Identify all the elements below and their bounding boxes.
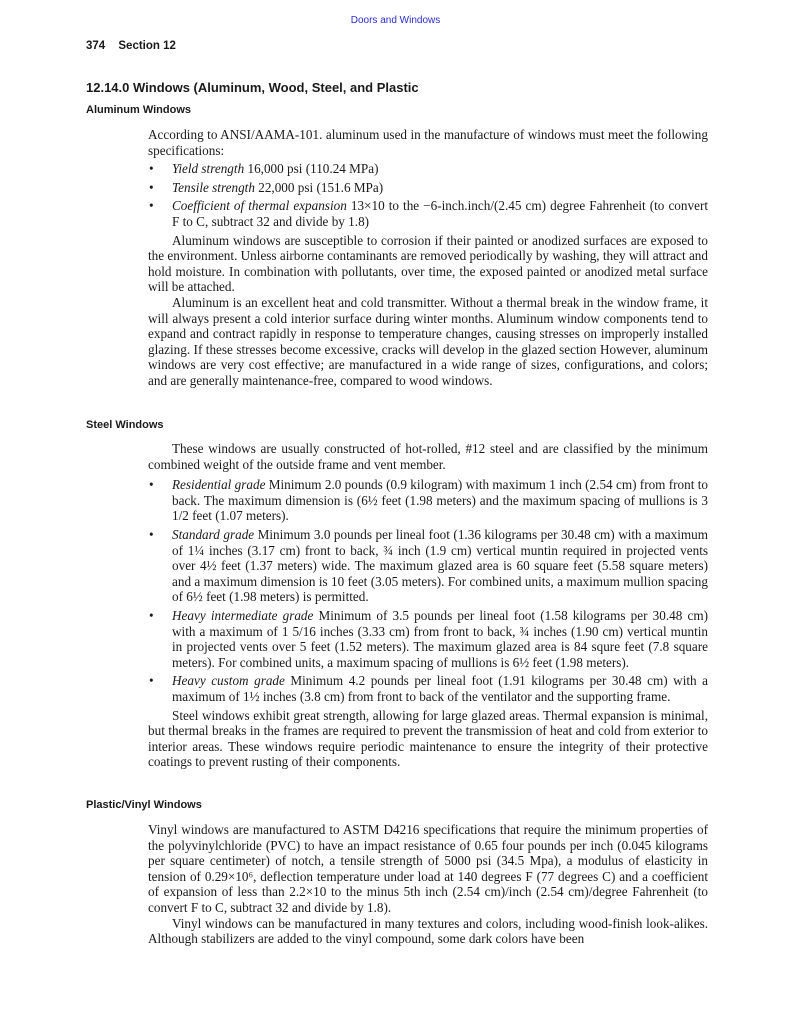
spec-text: 16,000 psi (110.24 MPa) [244, 161, 379, 177]
grade-item [148, 673, 708, 704]
grade-text: Minimum 3.0 pounds per lineal foot (1.36 kilograms per 30.48 cm) with a maximum of 1¼ inches (3.17 cm) front to back, ¾ inch (1.9 cm) vertical muntin required in projected vents over 4½ feet (1.37 meters) wide. The maximum glazed area is 60 square feet (5.58 square meters) and a maximum dimension is 10 feet (3.05 meters). For combined units, a maximum mullion spacing of 6½ feet (1.98 meters) is permitted. [172, 526, 709, 605]
grade-item [148, 527, 708, 605]
spec-item [148, 198, 708, 229]
spec-text: 13×10 to the −6-inch.inch/(2.45 cm) degree Fahrenheit (to convert F to C, subtract 32 and divide by 1.8) [172, 198, 708, 229]
grade-term: Standard grade [172, 526, 255, 542]
vinyl-section [148, 822, 708, 947]
steel-grade-list [148, 477, 708, 704]
vinyl-para-1: Vinyl windows are manufactured to ASTM D4216 specifications that require the minimum properties of the polyvinylchloride (PVC) to have an impact resistance of 0.65 four pounds per inch (0.045 kilograms per square centimeter) of notch, a tensile strength of 5000 psi (34.5 Mpa), a modulus of elasticity in tension of 0.29×10⁶, deflection temperature under load at 140 degrees F (77 degrees C) and a coefficient of expansion of less than 2.2×10 to the minus 5th inch (2.54 cm)/inch (2.54 cm)/degree Fahrenheit (to convert F to C, subtract 32 and divide by 1.8). [148, 822, 708, 915]
running-header: Doors and Windows [350, 15, 441, 26]
grade-text: Minimum of 3.5 pounds per lineal foot (1.58 kilograms per 30.48 cm) with a maximum of 1 5/16 inches (3.33 cm) from front to back, ¾ inches (1.90 cm) vertical muntin in projected vents over 5 feet (1.52 meters). The maximum glazed area is 84 squre feet (7.8 square meters). For combined units, a maximum spacing of mullions is 6½ feet (1.98 meters). [172, 607, 708, 670]
grade-item [148, 608, 708, 670]
spec-text: 22,000 psi (151.6 MPa) [254, 179, 384, 195]
aluminum-heading: Aluminum Windows [86, 104, 192, 116]
section-label: Section 12 [118, 40, 176, 52]
spec-term: Coefficient of thermal expansion [172, 198, 347, 214]
page-folio [86, 40, 176, 52]
spec-term: Tensile strength [172, 179, 255, 195]
aluminum-intro: According to ANSI/AAMA-101. aluminum used in the manufacture of windows must meet the following specifications: [148, 127, 708, 158]
steel-section [148, 441, 708, 770]
vinyl-heading: Plastic/Vinyl Windows [86, 799, 202, 811]
section-title: 12.14.0 Windows (Aluminum, Wood, Steel, and Plastic [86, 80, 419, 95]
spec-item [148, 161, 708, 177]
aluminum-section [148, 127, 708, 389]
grade-text: Minimum 2.0 pounds (0.9 kilogram) with maximum 1 inch (2.54 cm) from front to back. The maximum dimension is (6½ feet (1.98 meters) and the maximum spacing of mullions is 3 1/2 feet (1.07 meters). [172, 477, 708, 524]
grade-item [148, 477, 708, 524]
steel-heading: Steel Windows [86, 419, 164, 431]
grade-text: Minimum 4.2 pounds per lineal foot (1.91 kilograms per 30.48 cm) with a maximum of 1½ inches (3.8 cm) from front to back of the ventilator and the supporting frame. [172, 673, 708, 704]
grade-term: Heavy custom grade [172, 673, 285, 689]
vinyl-para-2: Vinyl windows can be manufactured in many textures and colors, including wood-finish look-alikes. Although stabilizers are added to the vinyl compound, some dark colors have been [148, 915, 708, 947]
spec-term: Yield strength [172, 161, 245, 177]
grade-term: Heavy intermediate grade [172, 607, 314, 623]
aluminum-spec-list [148, 161, 708, 229]
aluminum-para-2: Aluminum is an excellent heat and cold transmitter. Without a thermal break in the window frame, it will always present a cold interior surface during winter months. Aluminum window components tend to expand and contract rapidly in response to temperature changes, causing stresses on improperly installed glazing. If these stresses become excessive, cracks will develop in the glazed section However, aluminum windows are very cost effective; are manufactured in a wide range of sizes, configurations, and colors; and are generally maintenance-free, compared to wood windows. [148, 294, 708, 388]
grade-term: Residential grade [172, 477, 266, 493]
page-number: 374 [86, 40, 106, 52]
steel-closing: Steel windows exhibit great strength, allowing for large glazed areas. Thermal expansion is minimal, but thermal breaks in the frames are required to prevent the transmission of heat and cold from exterior to interior areas. These windows require periodic maintenance to ensure the integrity of their protective coatings to prevent rusting of their components. [148, 707, 708, 770]
spec-item [148, 180, 708, 196]
aluminum-para-1: Aluminum windows are susceptible to corrosion if their painted or anodized surfaces are exposed to the environment. Unless airborne contaminants are removed periodically by washing, they will attract and hold moisture. In combination with pollutants, over time, the exposed painted or anodized metal surface will be attached. [148, 232, 708, 295]
steel-intro: These windows are usually constructed of hot-rolled, #12 steel and are classified by the minimum combined weight of the outside frame and vent member. [148, 441, 708, 472]
